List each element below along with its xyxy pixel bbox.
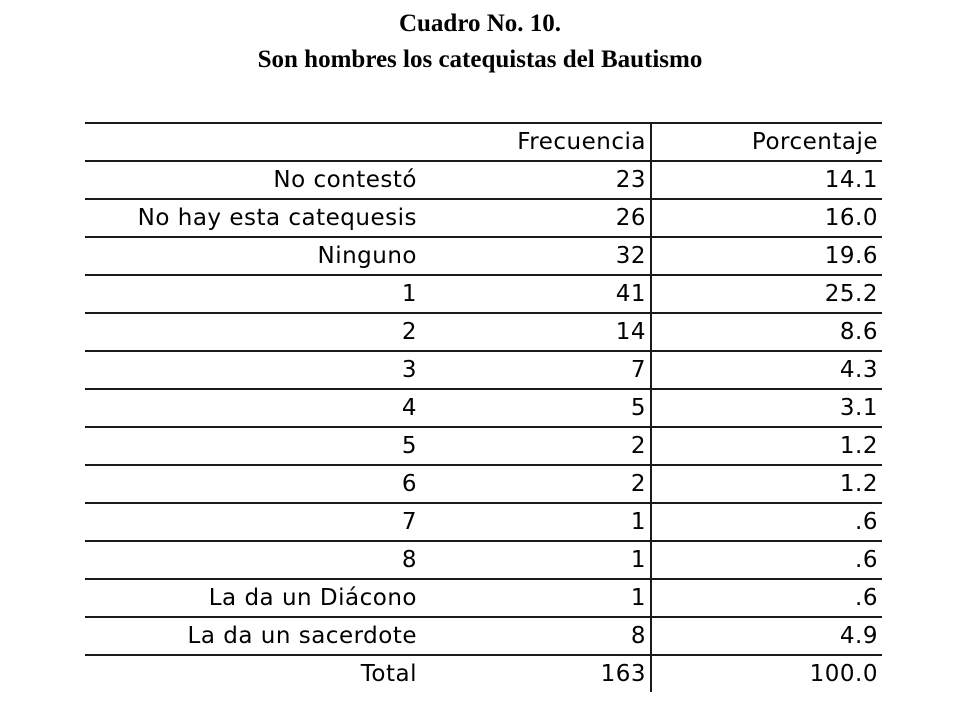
row-frecuencia: 14 xyxy=(421,313,651,351)
row-porcentaje: 25.2 xyxy=(651,275,882,313)
row-label: 1 xyxy=(85,275,421,313)
table-row xyxy=(85,389,882,427)
table-row xyxy=(85,275,882,313)
table-row xyxy=(85,199,882,237)
table-body xyxy=(85,161,882,692)
table-row xyxy=(85,579,882,617)
row-porcentaje: 1.2 xyxy=(651,427,882,465)
table-row xyxy=(85,541,882,579)
row-porcentaje: 16.0 xyxy=(651,199,882,237)
table-caption xyxy=(0,6,960,78)
row-frecuencia: 1 xyxy=(421,579,651,617)
row-label: 2 xyxy=(85,313,421,351)
header-label xyxy=(85,123,421,161)
row-porcentaje: 4.3 xyxy=(651,351,882,389)
row-label: 8 xyxy=(85,541,421,579)
row-frecuencia: 23 xyxy=(421,161,651,199)
row-porcentaje: .6 xyxy=(651,579,882,617)
frequency-table xyxy=(85,122,882,692)
row-label: La da un sacerdote xyxy=(85,617,421,655)
table-row xyxy=(85,161,882,199)
row-porcentaje: 19.6 xyxy=(651,237,882,275)
row-label: Total xyxy=(360,661,417,687)
table-row xyxy=(85,313,882,351)
table-header-row xyxy=(85,123,882,161)
row-label: No hay esta catequesis xyxy=(85,199,421,237)
row-label: 4 xyxy=(85,389,421,427)
table-row xyxy=(85,237,882,275)
table-row xyxy=(85,503,882,541)
row-porcentaje: 1.2 xyxy=(651,465,882,503)
row-frecuencia: 26 xyxy=(421,199,651,237)
row-label: La da un Diácono xyxy=(85,579,421,617)
row-label: 6 xyxy=(85,465,421,503)
row-porcentaje: .6 xyxy=(651,541,882,579)
table-row xyxy=(85,351,882,389)
row-porcentaje: 100.0 xyxy=(809,661,878,687)
table-row xyxy=(85,465,882,503)
caption-number: Cuadro No. 10. xyxy=(398,10,562,37)
header-frecuencia: Frecuencia xyxy=(421,123,651,161)
row-porcentaje: .6 xyxy=(651,503,882,541)
header-porcentaje: Porcentaje xyxy=(651,123,882,161)
row-label: Ninguno xyxy=(85,237,421,275)
row-frecuencia: 163 xyxy=(421,655,651,692)
caption-title: Son hombres los catequistas del Bautismo xyxy=(257,46,703,73)
row-frecuencia: 8 xyxy=(421,617,651,655)
row-label: 5 xyxy=(85,427,421,465)
row-frecuencia: 2 xyxy=(421,465,651,503)
frequency-table-container xyxy=(85,122,882,692)
row-frecuencia: 2 xyxy=(421,427,651,465)
row-label: 7 xyxy=(85,503,421,541)
table-row xyxy=(85,427,882,465)
row-porcentaje: 4.9 xyxy=(651,617,882,655)
row-label: No contestó xyxy=(85,161,421,199)
row-label: 3 xyxy=(85,351,421,389)
row-porcentaje: 8.6 xyxy=(651,313,882,351)
row-porcentaje: 3.1 xyxy=(651,389,882,427)
row-frecuencia: 5 xyxy=(421,389,651,427)
row-frecuencia: 7 xyxy=(421,351,651,389)
row-frecuencia: 41 xyxy=(421,275,651,313)
row-porcentaje: 14.1 xyxy=(651,161,882,199)
row-frecuencia: 32 xyxy=(421,237,651,275)
row-frecuencia: 1 xyxy=(421,503,651,541)
table-row xyxy=(85,617,882,655)
table-total-row xyxy=(85,655,882,692)
row-frecuencia: 1 xyxy=(421,541,651,579)
